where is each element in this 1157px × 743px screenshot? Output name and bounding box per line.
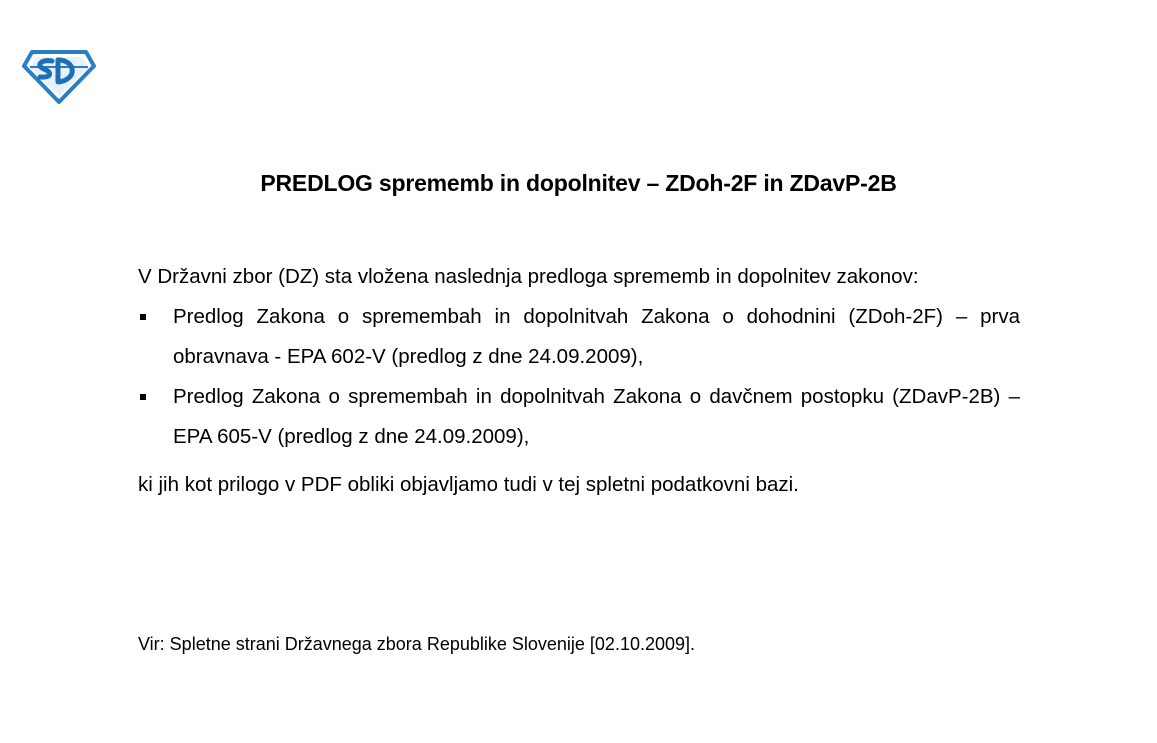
document-body (138, 257, 1020, 505)
square-bullet-icon (140, 394, 146, 400)
list-item-text: Predlog Zakona o spremembah in dopolnitvah Zakona o davčnem postopku (ZDavP-2B) – EPA 605-V (predlog z dne 24.09.2009), (173, 385, 1020, 448)
intro-paragraph: V Državni zbor (DZ) sta vložena naslednja predloga sprememb in dopolnitev zakonov: (138, 265, 919, 288)
sd-shield-logo-icon (22, 48, 96, 104)
proposal-list (138, 297, 1020, 457)
source-note: Vir: Spletne strani Državnega zbora Republike Slovenije [02.10.2009]. (138, 634, 696, 654)
list-item (138, 297, 1020, 377)
document-title: PREDLOG sprememb in dopolnitev – ZDoh-2F in ZDavP-2B (260, 170, 897, 196)
list-item-text: Predlog Zakona o spremembah in dopolnitvah Zakona o dohodnini (ZDoh-2F) – prva obravnava - EPA 602-V (predlog z dne 24.09.2009), (173, 305, 1020, 368)
list-item (138, 377, 1020, 457)
square-bullet-icon (140, 314, 146, 320)
closing-paragraph: ki jih kot prilogo v PDF obliki objavljamo tudi v tej spletni podatkovni bazi. (138, 473, 799, 496)
